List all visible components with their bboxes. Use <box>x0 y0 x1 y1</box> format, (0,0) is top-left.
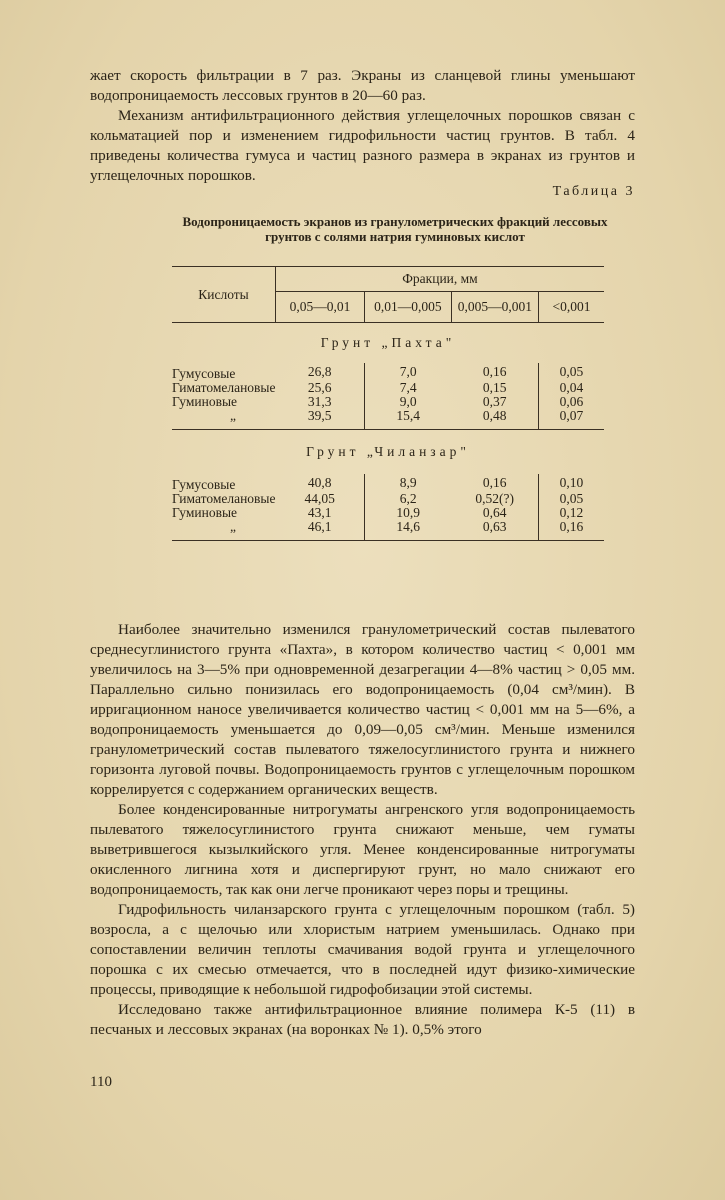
paragraph-6: Исследовано также антифильтрационное влияние полимера К-5 (11) в песчаных и лессовых экранах (на воронках № 1). 0,5% этого <box>90 1001 635 1038</box>
row-label: Гиматомелановые <box>172 491 276 506</box>
cell: 0,05 <box>559 364 584 379</box>
row-label: „ <box>230 408 236 423</box>
cell: 0,64 <box>451 506 538 520</box>
cell: 0,06 <box>559 394 584 409</box>
row-label: Гиматомелановые <box>172 380 276 395</box>
cell: 26,8 <box>276 363 365 381</box>
cell: 6,2 <box>399 491 417 506</box>
intro-text <box>90 66 635 186</box>
header-acids: Кислоты <box>172 267 276 323</box>
header-col-4: <0,001 <box>552 299 591 314</box>
cell: 10,9 <box>396 505 420 520</box>
paragraph-3: Наиболее значительно изменился гранулометрический состав пылеватого среднесуглинистого грунта «Пахта», в котором количество частиц < 0,001 мм увеличилось на 3—5% при одновременной дезагрегации 4—8% частиц > 0,05 мм. Параллельно сильно понизилась его водопроницаемость (0,04 см³/мин). В ирригационном наносе увеличивается количество частиц < 0,001 мм на 5—6%, а водопроницаемость уменьшается до 0,09—0,05 см³/мин. Меньше изменился гранулометрический состав пылеватого тяжелосуглинистого грунта и нижнего горизонта луговой почвы. Водопроницаемость грунтов с углещелочным порошком коррелируется с содержанием органических веществ. <box>90 621 635 798</box>
row-label: „ <box>230 519 236 534</box>
cell: 0,04 <box>559 380 584 395</box>
cell: 7,0 <box>399 364 417 379</box>
paragraph-4: Более конденсированные нитрогуматы ангренского угля водопроницаемость пылеватого тяжелосуглинистого грунта снижают меньше, чем гуматы выветрившегося кызылкийского угля. Менее конденсированные нитрогуматы окисленного лигнина хотя и диспергируют грунт, но мало снижают его водопроницаемость, так как они легче проникают через поры и трещины. <box>90 801 635 898</box>
paragraph-5: Гидрофильность чиланзарского грунта с углещелочным порошком (табл. 5) возросла, а с щелочью или хлористым натрием уменьшилась. Однако при сопоставлении величин теплоты смачивания водой грунта и углещелочного порошка с их смесью отмечается, что в последней идут физико-химические процессы, приводящие к небольшой гидрофобизации этой системы. <box>90 901 635 998</box>
body-text <box>90 620 635 1040</box>
header-fractions: Фракции, мм <box>276 267 605 292</box>
cell: 0,16 <box>451 474 538 492</box>
cell: 44,05 <box>276 492 365 506</box>
cell: 39,5 <box>276 409 365 430</box>
page-number: 110 <box>90 1074 112 1090</box>
cell: 0,63 <box>451 520 538 541</box>
cell: 14,6 <box>396 519 420 534</box>
cell: 0,15 <box>451 381 538 395</box>
cell: 25,6 <box>276 381 365 395</box>
header-col-2: 0,01—0,005 <box>364 292 451 323</box>
cell: 0,48 <box>451 409 538 430</box>
header-col-3: 0,005—0,001 <box>451 292 538 323</box>
cell: 0,16 <box>559 519 584 534</box>
cell: 0,05 <box>559 491 584 506</box>
cell: 31,3 <box>276 395 365 409</box>
cell: 0,10 <box>559 475 584 490</box>
paragraph-1: жает скорость фильтрации в 7 раз. Экраны из сланцевой глины уменьшают водопроницаемость лессовых грунтов в 20—60 раз. <box>90 67 635 104</box>
cell: 46,1 <box>276 520 365 541</box>
row-label: Гуминовые <box>172 394 238 409</box>
cell: 0,52(?) <box>451 492 538 506</box>
paragraph-2: Механизм антифильтрационного действия углещелочных порошков связан с кольматацией пор и изменением гидрофильности частиц грунтов. В табл. 4 приведены количества гумуса и частиц разного размера в экранах из грунтов и углещелочных порошков. <box>90 107 635 184</box>
cell: 8,9 <box>399 475 417 490</box>
cell: 0,07 <box>559 408 584 423</box>
cell: 7,4 <box>399 380 417 395</box>
group-heading-chilanzar: Грунт „Чиланзар" <box>306 444 470 459</box>
table-title: Водопроницаемость экранов из гранулометрических фракций лессовых грунтов с солями натрия гуминовых кислот <box>182 214 608 244</box>
header-col-1: 0,05—0,01 <box>276 292 365 323</box>
cell: 15,4 <box>396 408 420 423</box>
cell: 9,0 <box>399 394 417 409</box>
cell: 43,1 <box>276 506 365 520</box>
cell: 0,37 <box>451 395 538 409</box>
row-label: Гумусовые <box>172 366 236 381</box>
cell: 40,8 <box>276 474 365 492</box>
group-heading-pakhta: Грунт „Пахта" <box>320 335 456 350</box>
cell: 0,16 <box>451 363 538 381</box>
data-table <box>172 266 604 541</box>
row-label: Гуминовые <box>172 505 238 520</box>
cell: 0,12 <box>559 505 584 520</box>
table-caption: Таблица 3 <box>552 184 635 199</box>
row-label: Гумусовые <box>172 477 236 492</box>
